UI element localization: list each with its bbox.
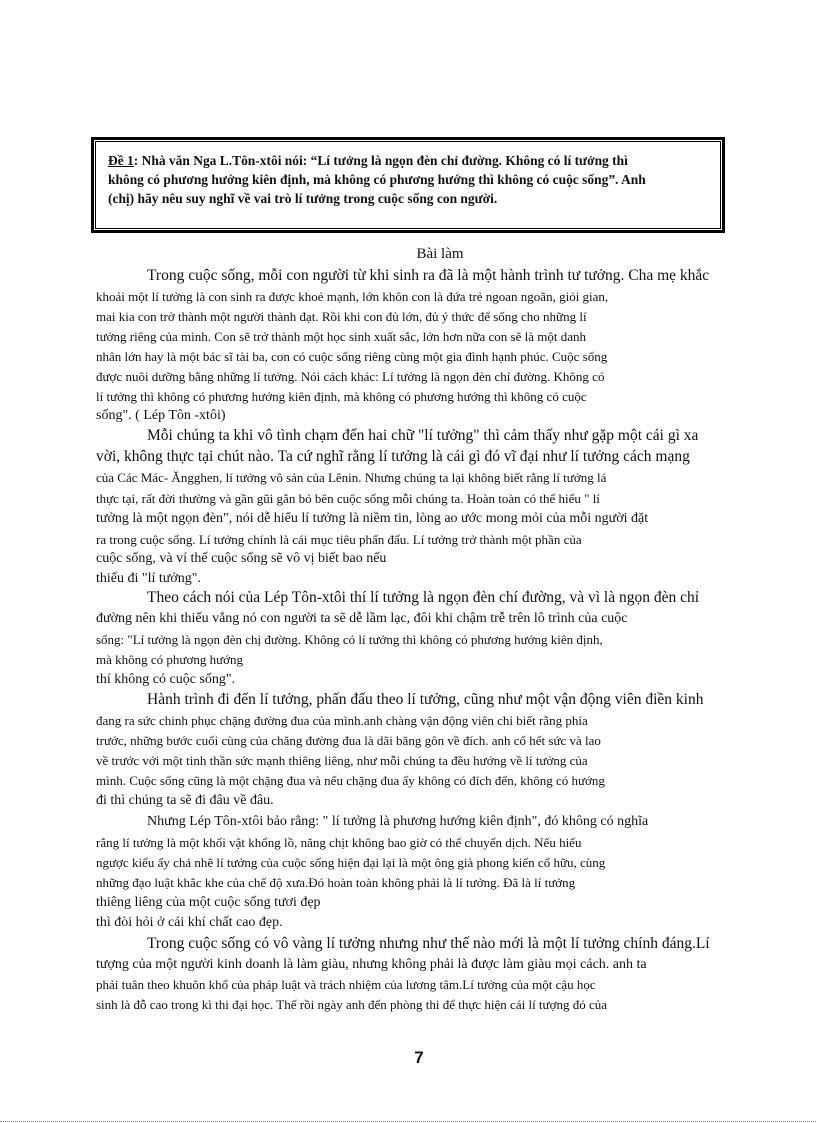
body-line: nhân lớn hay là một bác sĩ tài ba, con có cuộc sống riêng cùng một gia đình hạnh phúc. Cuộc sống (96, 349, 608, 364)
body-line: đang ra sức chinh phục chặng đường đua của mình.anh chàng vận động viên chỉ biết rằng phía (96, 713, 588, 728)
body-line: thí không có cuộc sống". (96, 672, 236, 687)
body-line: đường nên khi thiếu vắng nó con người ta sẽ dễ lầm lạc, đôi khi chậm trễ trên lô trình của cuộc (96, 611, 628, 626)
body-line: tưởng là một ngọn đèn", nói dễ hiểu lí tưởng là niềm tin, lòng ao ước mong mỏi của mỗi người đặt (96, 511, 649, 526)
body-line: trước, những bước cuối cùng của chăng đường đua là dãi băng gôn về đích. anh cố hết sức và lao (96, 733, 601, 748)
body-line: mình. Cuộc sống cũng là một chặng đua và nếu chặng đua ấy không có đích đến, không có hướng (96, 773, 605, 788)
topic-line-1: Đề 1: Nhà văn Nga L.Tôn-xtôi nói: “Lí tưởng là ngọn đèn chỉ đường. Không có lí tưởng thì (108, 153, 628, 168)
body-line: rằng lí tưởng là một khối vật khổng lồ, năng chịt không bao giờ có thể chuyển dịch. Nếu hiểu (96, 835, 582, 850)
topic-line-3: (chị) hãy nêu suy nghĩ về vai trò lí tưởng trong cuộc sống con người. (108, 191, 498, 206)
body-line: sống". ( Lép Tôn -xtôi) (96, 408, 226, 423)
body-line: Nhưng Lép Tôn-xtôi bảo rằng: " lí tưởng là phương hướng kiên định", đó không có nghĩa (147, 814, 649, 829)
topic-label: Đề 1 (108, 153, 134, 168)
body-line: Theo cách nói của Lép Tôn-xtôi thí lí tưởng là ngọn đèn chí đường, và vì là ngọn đèn chỉ (147, 589, 700, 606)
topic-line-2: không có phương hướng kiên định, mà không có phương hướng thì không có cuộc sống”. Anh (108, 172, 646, 187)
body-line: thiếu đi "lí tưởng". (96, 571, 201, 586)
body-line: sinh là đỗ cao trong kì thi đại học. Thế rồi ngày anh đến phòng thi để thực hiện cái lí tượng đó của (96, 997, 607, 1012)
topic-box (95, 141, 721, 229)
body-line: sống: "Lí tưởng là ngọn đèn chị đường. Không có lí tưởng thì không có phương hướng kiên định, (96, 632, 603, 647)
body-line: được nuôi dưỡng bằng những lí tưởng. Nói cách khác: Lí tưởng là ngọn đèn chỉ đường. Không có (96, 369, 605, 384)
body-line: mai kia con trở thành một người thành đạt. Rồi khi con đủ lớn, đủ ý thức để sống cho những lí (96, 309, 587, 324)
body-line: ra trong cuộc sống. Lí tưởng chính là cái mục tiêu phấn đấu. Lí tưởng trở thành một phần của (96, 532, 582, 547)
body-line: Mỗi chúng ta khi vô tình chạm đến hai chữ "lí tưởng" thì cảm thấy như gặp một cái gì xa (147, 427, 699, 444)
body-line: tưởng riêng của mình. Con sẽ trở thành một học sinh xuất sắc, lớn hơn nữa con sẽ là một danh (96, 329, 587, 344)
footer-divider (0, 1121, 816, 1122)
body-line: vời, không thực tại chút nào. Ta cứ nghĩ rằng lí tưởng là cái gì đó vĩ đại như lí tưởng cách mạng (96, 448, 690, 465)
body-line: của Các Mác- Ăngghen, lí tưởng vô sản của Lênin. Nhưng chúng ta lại không biết rằng lí tưởng lá (96, 470, 607, 485)
essay-heading: Bài làm (416, 246, 464, 262)
body-line: Hành trình đi đến lí tưởng, phấn đấu theo lí tưởng, cũng như một vận động viên điền kinh (147, 691, 704, 708)
body-line: thực tại, rất đời thường và gần gũi gắn bó bên cuộc sống mỗi chúng ta. Hoàn toàn có thể hiểu " lí (96, 491, 600, 506)
body-line: khoải một lí tưởng là con sinh ra được khoẻ mạnh, lớn khôn con là đứa trẻ ngoan ngoãn, giỏi gian, (96, 289, 609, 304)
body-line: thì đòi hỏi ở cái khí chất cao đẹp. (96, 915, 283, 930)
body-line: Trong cuộc sống có vô vàng lí tưởng nhưng như thế nào mới là một lí tưởng chính đáng.Lí (147, 935, 710, 952)
body-line: những đạo luật khắc khe của chế độ xưa.Đó hoàn toàn không phải là lí tưởng. Đã là lí tưởng (96, 875, 576, 890)
body-line: thiêng liêng của một cuộc sống tươi đẹp (96, 895, 321, 910)
body-line: Trong cuộc sống, mỗi con người từ khi sinh ra đã là một hành trình tư tưởng. Cha mẹ khắc (147, 267, 710, 284)
body-line: lí tưởng thì không có phương hướng kiên định, mà không có phương hướng thì không có cuộc (96, 389, 587, 404)
body-line: về trước với một tinh thần sức mạnh thiêng liêng, như mỗi chúng ta đều hướng về lí tưởng của (96, 753, 588, 768)
page-number: 7 (414, 1048, 424, 1067)
body-line: cuộc sống, và ví thế cuộc sống sẽ vô vị biết bao nếu (96, 551, 387, 566)
body-line: phải tuân theo khuôn khổ của pháp luật và trách nhiệm của lương tâm.Lí tưởng của một cậu học (96, 977, 596, 992)
body-line: đi thì chúng ta sẽ đi đâu về đâu. (96, 793, 274, 808)
body-line: tượng của một người kinh doanh là làm giàu, nhưng không phải là được làm giàu mọi cách. anh ta (96, 957, 647, 972)
body-line: mà không có phương hướng (96, 652, 243, 667)
body-line: ngược kiểu ấy chả nhẽ lí tưởng của cuộc sống hiện đại lại là một ông già phong kiến cổ hữu, cùng (96, 855, 606, 870)
